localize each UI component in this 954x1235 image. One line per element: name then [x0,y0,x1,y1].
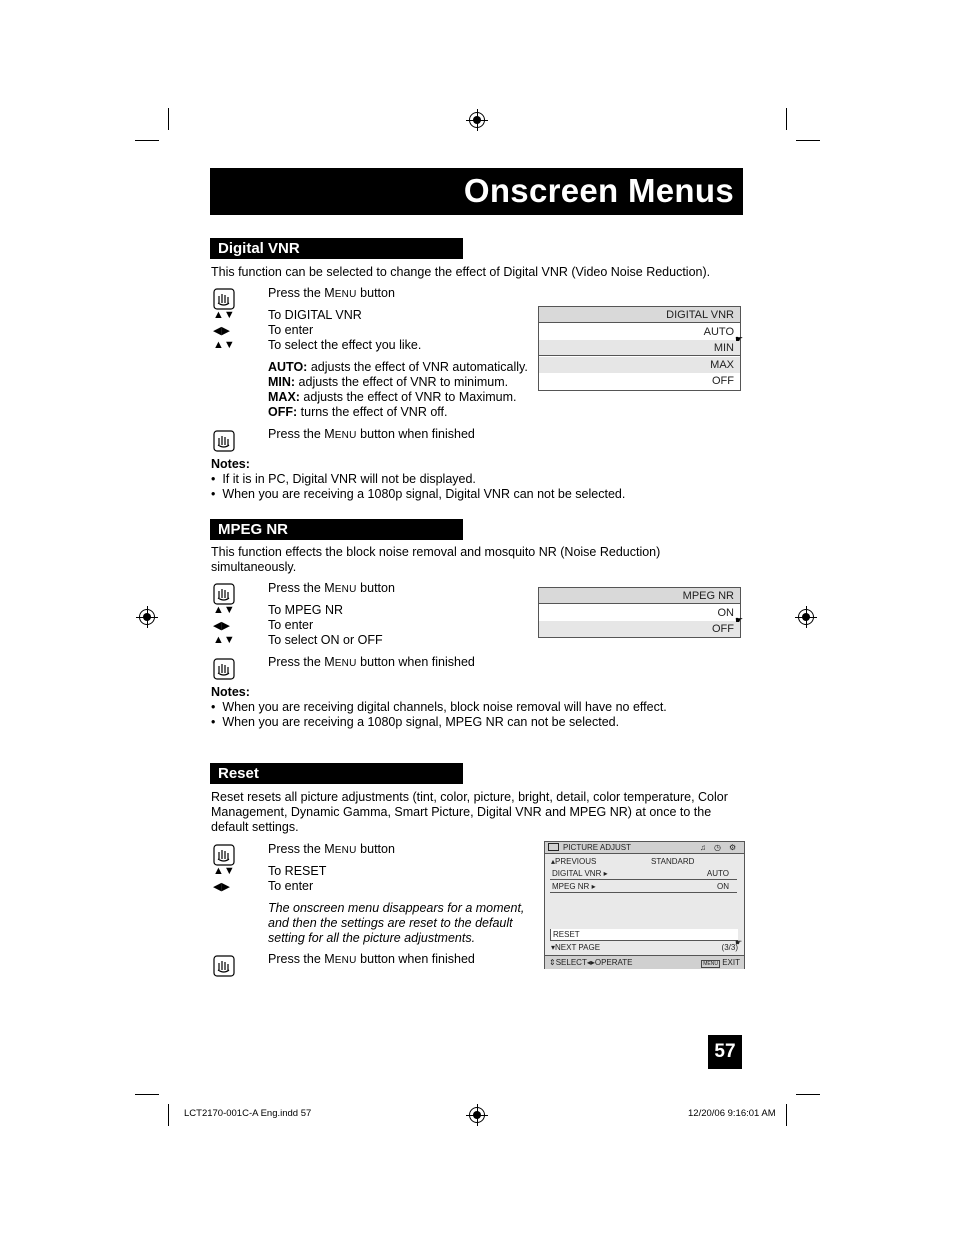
up-down-arrow-icon: ▲▼ [213,865,235,877]
crop-mark [135,140,159,141]
crop-mark [786,108,787,130]
digital-vnr-finish: Press the MENU button when finished [268,427,475,441]
digital-vnr-min-desc: MIN: adjusts the effect of VNR to minimum. [268,375,509,389]
up-down-arrow-icon: ▲▼ [213,309,235,321]
page-title: Onscreen Menus [463,172,734,209]
note-item: • When you are receiving digital channels, block noise removal will have no effect. [211,700,667,714]
up-down-arrow-icon: ▲▼ [213,339,235,351]
mpeg-nr-step3: To select ON or OFF [268,633,383,647]
left-right-arrow-icon: ◀▶ [213,620,230,632]
hand-remote-icon [213,844,235,866]
section-heading-mpeg-nr: MPEG NR [210,519,463,540]
digital-vnr-osd-menu [538,306,744,391]
reset-press-menu: Press the MENU button [268,842,395,856]
osd-option-on[interactable]: ON [717,607,734,619]
note-item: • If it is in PC, Digital VNR will not be displayed. [211,472,476,486]
up-down-arrow-icon: ▲▼ [213,634,235,646]
reset-note: The onscreen menu disappears for a moment, and then the settings are reset to the default setting for all the picture adjustments. [268,901,525,945]
mpeg-nr-notes-label: Notes: [211,685,250,699]
clock-icon: ◷ [714,843,721,852]
crop-mark [168,1104,169,1126]
registration-mark-icon [469,112,485,128]
section-heading-digital-vnr: Digital VNR [210,238,463,259]
mpeg-nr-finish: Press the MENU button when finished [268,655,475,669]
cursor-icon: ☛ [735,334,744,344]
digital-vnr-auto-desc: AUTO: adjusts the effect of VNR automatically. [268,360,528,374]
osd-previous[interactable]: ▴PREVIOUS [551,857,597,866]
mpeg-nr-osd-menu [538,587,744,638]
crop-mark [168,108,169,130]
registration-mark-icon [798,609,814,625]
hand-remote-icon [213,658,235,680]
crop-mark [786,1104,787,1126]
osd-title: PICTURE ADJUST [563,843,632,852]
hand-remote-icon [213,430,235,452]
crop-mark [135,1094,159,1095]
left-right-arrow-icon: ◀▶ [213,325,230,337]
crop-mark [796,1094,820,1095]
page-title-bar [210,168,743,215]
osd-standard: STANDARD [651,857,695,866]
digital-vnr-max-desc: MAX: adjusts the effect of VNR to Maximum. [268,390,517,404]
cursor-icon: ☛ [735,938,743,947]
registration-mark-icon [139,609,155,625]
osd-option-min[interactable]: MIN [539,340,740,356]
footer-file-info: LCT2170-001C-A Eng.indd 57 [184,1108,312,1119]
osd-option-off[interactable]: OFF [712,375,734,387]
osd-option-max[interactable]: MAX [539,357,740,373]
note-item: • When you are receiving a 1080p signal, MPEG NR can not be selected. [211,715,620,729]
section-heading-reset: Reset [210,763,463,784]
digital-vnr-step2: To enter [268,323,314,337]
osd-row-mpeg-nr[interactable]: MPEG NR ▸ ON [550,881,737,893]
digital-vnr-off-desc: OFF: turns the effect of VNR off. [268,405,448,419]
digital-vnr-step3: To select the effect you like. [268,338,422,352]
mpeg-nr-intro: This function effects the block noise removal and mosquito NR (Noise Reduction) simultaneously. [211,545,661,574]
osd-row-digital-vnr[interactable]: DIGITAL VNR ▸ AUTO [550,868,737,880]
picture-icon [548,843,559,851]
settings-icon: ⚙ [729,843,737,852]
cursor-icon: ☛ [735,615,744,625]
osd-option-off[interactable]: OFF [539,621,740,637]
osd-option-auto[interactable]: AUTO [703,326,734,338]
osd-exit-hint: MENU EXIT [703,958,740,967]
mpeg-nr-step1: To MPEG NR [268,603,344,617]
digital-vnr-step1: To DIGITAL VNR [268,308,362,322]
osd-title: MPEG NR [539,588,740,604]
osd-title: DIGITAL VNR [539,307,740,323]
hand-remote-icon [213,955,235,977]
footer-date: 12/20/06 9:16:01 AM [688,1108,776,1119]
reset-step2: To enter [268,879,314,893]
registration-mark-icon [469,1107,485,1123]
mpeg-nr-press-menu: Press the MENU button [268,581,395,595]
osd-select-hint: ⇕SELECT◂▸OPERATE [549,958,633,967]
hand-remote-icon [213,583,235,605]
mpeg-nr-step2: To enter [268,618,314,632]
osd-row-reset[interactable]: RESET [550,929,738,941]
osd-page-indicator: (3/3) [721,943,738,952]
digital-vnr-intro: This function can be selected to change the effect of Digital VNR (Video Noise Reduction). [211,265,711,279]
note-item: • When you are receiving a 1080p signal, Digital VNR can not be selected. [211,487,626,501]
hand-remote-icon [213,288,235,310]
reset-intro: Reset resets all picture adjustments (tint, color, picture, bright, detail, color temperature, Color Management, Dynamic Gamma, Smart Picture, Digital VNR and MPEG NR) at once to the default settings. [211,790,728,834]
note-icon: ♫ [700,843,706,852]
up-down-arrow-icon: ▲▼ [213,604,235,616]
picture-adjust-osd-menu [544,841,745,969]
osd-next-page[interactable]: ▾NEXT PAGE [551,943,601,952]
osd-footer-bar [545,955,744,969]
page-number: 57 [708,1035,742,1069]
digital-vnr-notes-label: Notes: [211,457,250,471]
digital-vnr-press-menu: Press the MENU button [268,286,395,300]
crop-mark [796,140,820,141]
left-right-arrow-icon: ◀▶ [213,881,230,893]
reset-step1: To RESET [268,864,327,878]
reset-finish: Press the MENU button when finished [268,952,475,966]
